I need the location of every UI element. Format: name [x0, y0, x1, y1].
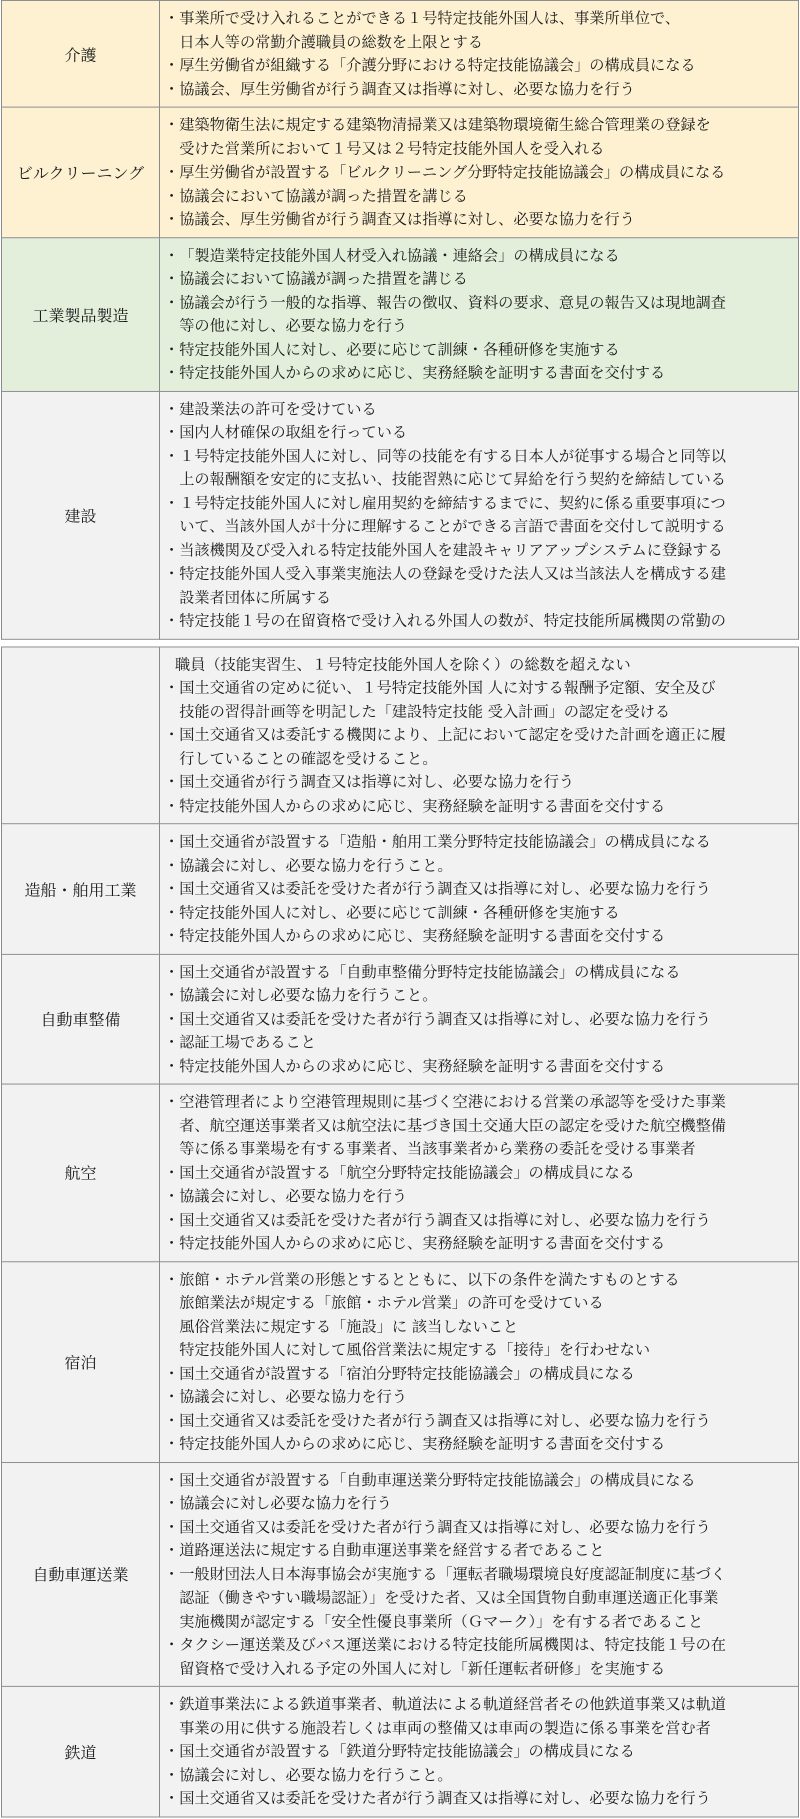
requirement-text: 事業所で受け入れることができる１号特定技能外国人は、事業所単位で、 日本人等の常勤介護職員の総数を上限とする	[179, 9, 681, 51]
requirement-item	[164, 538, 795, 562]
requirement-list	[160, 824, 799, 954]
page-break-gap	[2, 639, 799, 647]
requirement-list	[160, 237, 799, 391]
requirement-item	[164, 1787, 795, 1811]
bullet-icon: ・	[164, 541, 180, 559]
requirement-item	[164, 609, 795, 633]
bullet-icon: ・	[164, 400, 180, 418]
requirement-text: 当該機関及び受入れる特定技能外国人を建設キャリアアップシステムに登録する	[179, 541, 723, 559]
bullet-icon: ・	[164, 832, 180, 851]
bullet-icon: ・	[164, 9, 180, 27]
table-row	[2, 0, 799, 107]
bullet-icon: ・	[164, 293, 180, 311]
bullet-icon: ・	[164, 611, 180, 630]
category-label: 工業製品製造	[2, 237, 160, 391]
requirement-text: 特定技能１号の在留資格で受け入れる外国人の数が、特定技能所属機関の常勤の	[179, 611, 726, 630]
bullet-icon: ・	[164, 1093, 180, 1111]
requirement-item	[164, 1763, 795, 1787]
bullet-icon: ・	[164, 163, 180, 181]
requirement-item	[164, 1208, 795, 1232]
requirement-text: 国土交通省が設置する「宿泊分野特定技能協議会」の構成員になる	[179, 1364, 635, 1382]
bullet-icon: ・	[164, 1435, 180, 1453]
category-label: 航空	[2, 1084, 160, 1261]
requirement-item	[164, 1362, 795, 1386]
requirement-item	[164, 291, 795, 338]
requirement-item	[164, 1054, 795, 1078]
bullet-icon: ・	[164, 726, 180, 744]
category-label: 介護	[2, 0, 160, 107]
requirement-text: 国土交通省が行う調査又は指導に対し、必要な協力を行う	[179, 773, 575, 791]
requirement-text: 国土交通省又は委託を受けた者が行う調査又は指導に対し、必要な協力を行う	[179, 879, 711, 898]
requirement-item	[164, 1385, 795, 1409]
requirement-text: 空港管理者により空港管理規則に基づく空港における営業の承認等を受けた事業 者、航空運送事業者又は航空法に基づき国土交通大臣の認定を受けた航空機整備 等に係る事業場を有する事業者、当該事業者から業務の委託を受ける事業者	[179, 1093, 726, 1158]
bullet-icon: ・	[164, 1494, 180, 1513]
table-row	[2, 391, 799, 639]
requirement-text: 特定技能外国人に対し、必要に応じて訓練・各種研修を実施する	[179, 340, 620, 358]
bullet-icon: ・	[164, 1388, 180, 1406]
bullet-icon: ・	[164, 447, 180, 465]
category-label: ビルクリーニング	[2, 107, 160, 237]
requirement-item	[164, 1492, 795, 1516]
category-label: 自動車運送業	[2, 1462, 160, 1686]
bullet-icon: ・	[164, 1411, 180, 1429]
requirement-item	[164, 1268, 795, 1362]
table-body	[2, 0, 799, 1816]
table-row	[2, 1686, 799, 1816]
industry-requirements-table	[1, 0, 799, 1817]
requirement-list	[160, 954, 799, 1084]
requirement-item	[164, 723, 795, 770]
requirement-list	[160, 1686, 799, 1816]
bullet-icon: ・	[164, 1057, 180, 1075]
bullet-icon: ・	[164, 246, 180, 264]
category-label: 鉄道	[2, 1686, 160, 1816]
requirement-text: 国土交通省又は委託を受けた者が行う調査又は指導に対し、必要な協力を行う	[179, 1210, 711, 1229]
requirement-text: 国土交通省の定めに従い、１号特定技能外国 人に対する報酬予定額、安全及び 技能の習得計画等を明記した「建設特定技能 受入計画」の認定を受ける	[179, 679, 716, 720]
requirement-item	[164, 1468, 795, 1492]
requirement-text: 協議会に対し必要な協力を行うこと。	[179, 986, 438, 1004]
requirement-item	[164, 1031, 795, 1055]
requirement-item	[164, 901, 795, 925]
requirement-text: 国土交通省が設置する「航空分野特定技能協議会」の構成員になる	[179, 1163, 635, 1182]
bullet-icon: ・	[164, 1210, 180, 1229]
requirement-text: 国土交通省又は委託を受けた者が行う調査又は指導に対し、必要な協力を行う	[179, 1789, 711, 1807]
requirement-list	[160, 391, 799, 639]
requirement-text: 特定技能外国人受入事業実施法人の登録を受けた法人又は当該法人を構成する建 設業者団体に所属する	[179, 564, 726, 606]
table-row	[2, 646, 799, 823]
requirement-text: 特定技能外国人からの求めに応じ、実務経験を証明する書面を交付する	[179, 1435, 666, 1453]
bullet-icon: ・	[164, 1163, 180, 1182]
requirement-list	[160, 1084, 799, 1261]
requirement-item	[164, 877, 795, 901]
category-label	[2, 646, 160, 823]
requirement-text: 協議会、厚生労働省が行う調査又は指導に対し、必要な協力を行う	[179, 80, 635, 98]
bullet-icon: ・	[164, 1742, 180, 1760]
bullet-icon: ・	[164, 986, 180, 1004]
requirement-text: 国土交通省が設置する「造船・舶用工業分野特定技能協議会」の構成員になる	[179, 832, 711, 851]
requirement-item	[164, 1539, 795, 1563]
requirement-item	[164, 960, 795, 984]
requirement-text: 特定技能外国人からの求めに応じ、実務経験を証明する書面を交付する	[179, 796, 666, 815]
table-row	[2, 1084, 799, 1261]
bullet-icon: ・	[164, 1010, 180, 1028]
bullet-icon: ・	[164, 564, 180, 583]
requirement-item	[164, 207, 795, 231]
bullet-icon: ・	[164, 903, 180, 921]
requirement-text: 厚生労働省が組織する「介護分野における特定技能協議会」の構成員になる	[179, 56, 696, 74]
requirement-item	[164, 160, 795, 184]
requirement-text: 道路運送法に規定する自動車運送事業を経営する者であること	[179, 1541, 605, 1560]
requirement-text: 建設業法の許可を受けている	[179, 400, 377, 418]
requirement-list	[160, 0, 799, 107]
requirement-item	[164, 421, 795, 445]
requirement-item	[164, 924, 795, 948]
category-label: 自動車整備	[2, 954, 160, 1084]
requirement-item	[164, 113, 795, 160]
requirement-text: 国土交通省が設置する「鉄道分野特定技能協議会」の構成員になる	[179, 1742, 635, 1760]
requirement-text: 「製造業特定技能外国人材受入れ協議・連絡会」の構成員になる	[179, 246, 620, 264]
requirement-text: 国土交通省又は委託する機関により、上記において認定を受けた計画を適正に履 行していることの確認を受けること。	[179, 726, 726, 768]
requirement-item	[164, 562, 795, 609]
category-label: 宿泊	[2, 1261, 160, 1462]
continued-text: 職員（技能実習生、１号特定技能外国人を除く）の総数を超えない	[175, 655, 631, 673]
bullet-icon: ・	[164, 1541, 180, 1560]
bullet-icon: ・	[164, 494, 180, 512]
bullet-icon: ・	[164, 963, 180, 981]
requirement-text: 協議会に対し必要な協力を行う	[179, 1494, 392, 1513]
requirement-item	[164, 984, 795, 1008]
requirement-text: 旅館・ホテル営業の形態とするとともに、以下の条件を満たすものとする 旅館業法が規定する「旅館・ホテル営業」の許可を受けている 風俗営業法に規定する「施設」に 該当しないこと 特定技能外国人に対して風俗営業法に規定する「接待」を行わせない	[179, 1270, 680, 1359]
requirement-text: 協議会に対し、必要な協力を行うこと。	[179, 856, 453, 874]
bullet-icon: ・	[164, 1033, 180, 1051]
requirement-text: 協議会に対し、必要な協力を行う	[179, 1187, 407, 1205]
requirement-item	[164, 1515, 795, 1539]
bullet-icon: ・	[164, 773, 180, 791]
requirement-item	[164, 770, 795, 794]
bullet-icon: ・	[164, 340, 180, 358]
requirement-item	[164, 444, 795, 491]
table-row	[2, 1261, 799, 1462]
requirement-item	[164, 244, 795, 268]
bullet-icon: ・	[164, 796, 180, 815]
requirement-item	[164, 54, 795, 78]
requirement-text: 特定技能外国人からの求めに応じ、実務経験を証明する書面を交付する	[179, 1234, 666, 1252]
bullet-icon: ・	[164, 879, 180, 898]
bullet-icon: ・	[164, 269, 180, 288]
requirement-list	[160, 107, 799, 237]
requirement-text: 鉄道事業法による鉄道事業者、軌道法による軌道経営者その他鉄道事業又は軌道 事業の用に供する施設若しくは車両の整備又は車両の製造に係る事業を営む者	[179, 1695, 726, 1737]
bullet-icon: ・	[164, 1187, 180, 1205]
requirement-item	[164, 184, 795, 208]
requirement-item	[164, 7, 795, 54]
requirement-text: 認証工場であること	[179, 1033, 316, 1051]
requirement-text: 厚生労働省が設置する「ビルクリーニング分野特定技能協議会」の構成員になる	[179, 163, 726, 181]
requirement-item	[164, 1432, 795, 1456]
category-label: 造船・舶用工業	[2, 824, 160, 954]
bullet-icon: ・	[164, 1518, 180, 1536]
requirement-text: 国土交通省又は委託を受けた者が行う調査又は指導に対し、必要な協力を行う	[179, 1010, 711, 1028]
requirement-item	[164, 361, 795, 385]
requirement-item	[164, 1633, 795, 1680]
requirement-text: １号特定技能外国人に対し雇用契約を締結するまでに、契約に係る重要事項につ いて、当該外国人が十分に理解することができる言語で書面を交付して説明する	[179, 494, 726, 536]
bullet-icon: ・	[164, 1789, 180, 1807]
requirement-item	[164, 1007, 795, 1031]
requirement-text: 協議会に対し、必要な協力を行うこと。	[179, 1766, 453, 1784]
bullet-icon: ・	[164, 1471, 180, 1489]
table-row	[2, 237, 799, 391]
requirement-item	[164, 1409, 795, 1433]
requirement-text: 特定技能外国人からの求めに応じ、実務経験を証明する書面を交付する	[179, 364, 666, 382]
bullet-icon: ・	[164, 1364, 180, 1382]
bullet-icon: ・	[164, 210, 180, 228]
table-row	[2, 824, 799, 954]
bullet-icon: ・	[164, 1234, 180, 1252]
bullet-icon: ・	[164, 1565, 180, 1583]
requirement-item	[164, 830, 795, 854]
bullet-icon: ・	[164, 1270, 180, 1288]
requirement-text: 一般財団法人日本海事協会が実施する「運転者職場環境良好度認証制度に基づく 認証（働きやすい職場認証）」を受けた者、又は全国貨物自動車運送適正化事業 実施機関が認定する「安全性優良事業所（Ｇマーク）」を有する者であること	[179, 1565, 726, 1630]
requirement-text: タクシー運送業及びバス運送業における特定技能所属機関は、特定技能１号の在 留資格で受け入れる予定の外国人に対し「新任運転者研修」を実施する	[179, 1635, 726, 1677]
bullet-icon: ・	[164, 423, 180, 441]
requirement-list	[160, 646, 799, 823]
requirement-text: １号特定技能外国人に対し、同等の技能を有する日本人が従事する場合と同等以 上の報酬額を安定的に支払い、技能習熟に応じて昇給を行う契約を締結している	[179, 447, 726, 488]
bullet-icon: ・	[164, 364, 180, 382]
requirement-text: 国内人材確保の取組を行っている	[179, 423, 407, 441]
bullet-icon: ・	[164, 56, 180, 74]
requirement-item	[164, 676, 795, 723]
requirement-text: 国土交通省が設置する「自動車運送業分野特定技能協議会」の構成員になる	[179, 1471, 696, 1489]
requirement-text: 特定技能外国人からの求めに応じ、実務経験を証明する書面を交付する	[179, 926, 666, 945]
requirement-item	[164, 1693, 795, 1740]
requirement-item	[164, 338, 795, 362]
bullet-icon: ・	[164, 186, 180, 205]
requirement-item	[164, 794, 795, 818]
table-row	[2, 954, 799, 1084]
requirement-item	[164, 77, 795, 101]
bullet-icon: ・	[164, 1635, 180, 1654]
requirement-item	[164, 1161, 795, 1185]
requirement-text: 国土交通省又は委託を受けた者が行う調査又は指導に対し、必要な協力を行う	[179, 1411, 711, 1429]
requirement-item	[164, 1232, 795, 1256]
table-row	[2, 1462, 799, 1686]
requirement-item	[164, 1562, 795, 1633]
bullet-icon: ・	[164, 926, 180, 945]
requirement-text: 協議会が行う一般的な指導、報告の徴収、資料の要求、意見の報告又は現地調査 等の他に対し、必要な協力を行う	[179, 293, 726, 335]
table-row	[2, 107, 799, 237]
requirement-text: 建築物衛生法に規定する建築物清掃業又は建築物環境衛生総合管理業の登録を 受けた営業所において１号又は２号特定技能外国人を受入れる	[179, 116, 711, 158]
requirement-text: 国土交通省又は委託を受けた者が行う調査又は指導に対し、必要な協力を行う	[179, 1518, 711, 1536]
requirement-item	[164, 1740, 795, 1764]
requirement-item	[164, 1090, 795, 1161]
bullet-icon: ・	[164, 80, 180, 98]
bullet-icon: ・	[164, 116, 180, 134]
requirement-item	[164, 854, 795, 878]
requirement-item	[164, 397, 795, 421]
bullet-icon: ・	[164, 856, 180, 874]
requirement-list	[160, 1261, 799, 1462]
bullet-icon: ・	[164, 1695, 180, 1713]
requirement-list	[160, 1462, 799, 1686]
requirement-text: 特定技能外国人からの求めに応じ、実務経験を証明する書面を交付する	[179, 1057, 666, 1075]
requirement-text: 協議会、厚生労働省が行う調査又は指導に対し、必要な協力を行う	[179, 210, 635, 228]
requirement-item	[164, 491, 795, 538]
category-label: 建設	[2, 391, 160, 639]
requirement-text: 特定技能外国人に対し、必要に応じて訓練・各種研修を実施する	[179, 903, 620, 921]
requirement-item	[164, 267, 795, 291]
requirement-item	[164, 1184, 795, 1208]
bullet-icon: ・	[164, 1766, 180, 1784]
bullet-icon: ・	[164, 679, 180, 697]
requirement-text: 協議会において協議が調った措置を講じる	[179, 186, 468, 205]
requirement-text: 国土交通省が設置する「自動車整備分野特定技能協議会」の構成員になる	[179, 963, 681, 981]
requirement-text: 協議会において協議が調った措置を講じる	[179, 269, 468, 288]
requirement-text: 協議会に対し、必要な協力を行う	[179, 1388, 407, 1406]
